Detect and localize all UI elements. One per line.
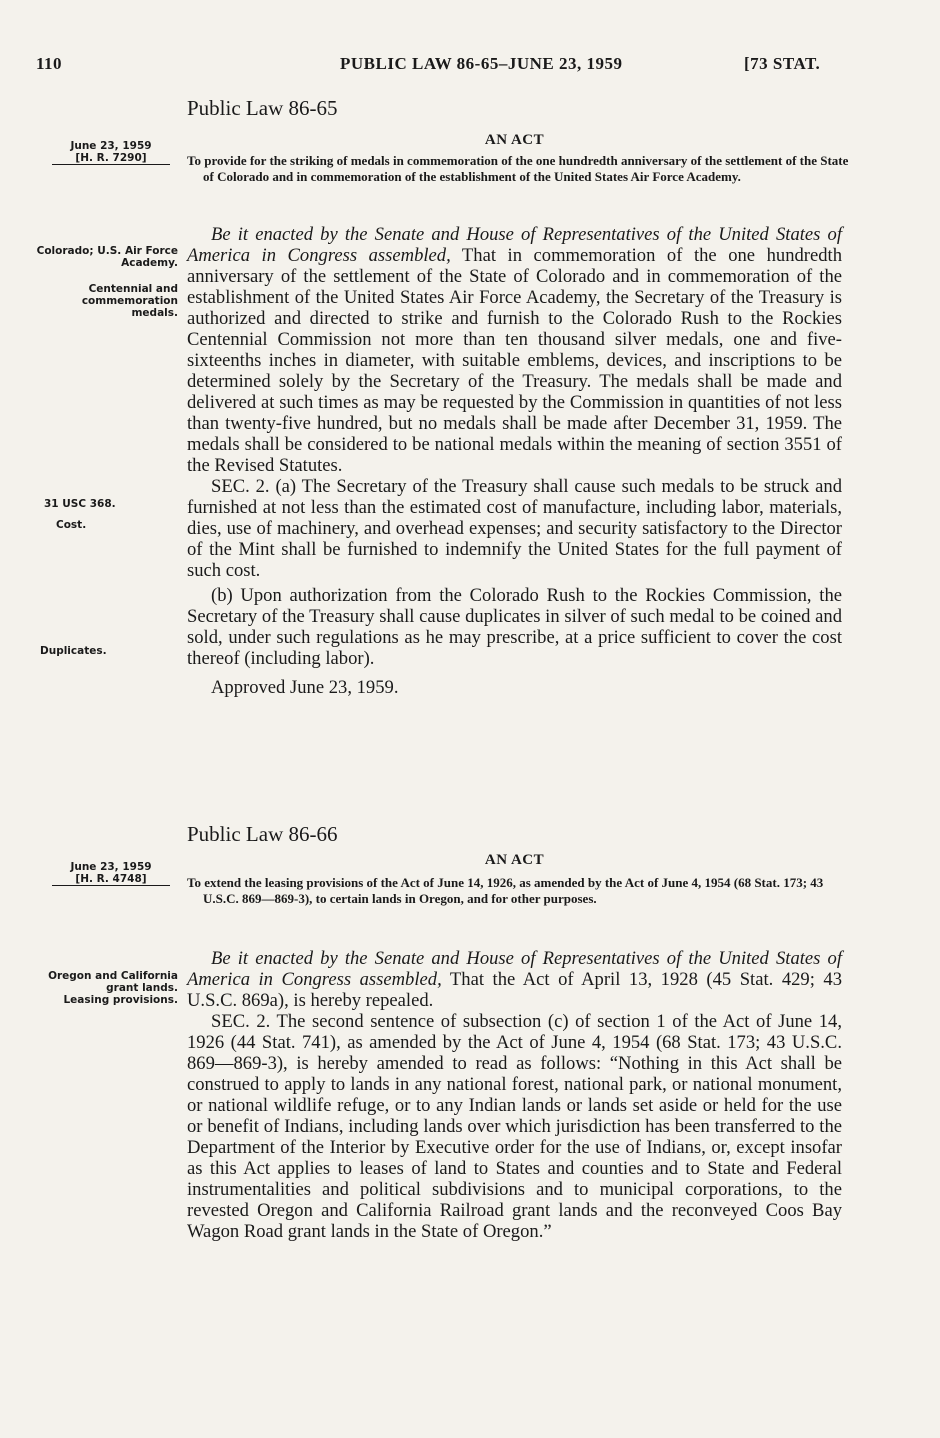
law2-section-2: SEC. 2. The second sentence of subsection (c) of section 1 of the Act of June 14, 1926 (44 Stat. 741), as amended by the Act of June 4, 1954 (68 Stat. 173; 43 U.S.C. 869—869-3), is hereby amended to read as follows: “Nothing in this Act shall be construed to apply to lands in any national forest, national park, or national monument, or national wildlife refuge, or to any Indian lands or lands set aside or held for the use or benefit of Indians, including lands over which jurisdiction has been transferred to the Department of the Interior by Executive order for the use of Indians, or, except insofar as this Act applies to leases of land to States and counties and to State and Federal instrumentalities and political subdivisions and to municipal corporations, to the revested Oregon and California Railroad grant lands and the reconveyed Coos Bay Wagon Road grant lands in the State of Oregon.”	[187, 1011, 842, 1242]
law2-margin-date-bill	[52, 861, 170, 886]
law2-margin-note-lands: Oregon and California grant lands.	[48, 970, 178, 994]
running-title: PUBLIC LAW 86-65–JUNE 23, 1959	[340, 54, 623, 73]
law1-enacting-clause	[187, 224, 842, 476]
stat-reference: [73 STAT.	[744, 54, 821, 73]
law2-margin-note-leasing: Leasing provisions.	[63, 994, 178, 1006]
law1-enacting-rest: That in commemoration of the one hundredth anniversary of the settlement of the State of Colorado and in commemoration of the establishment of the United States Air Force Academy, the Secretary of the Treasury is authorized and directed to strike and furnish to the Colorado Rush to the Rockies Centennial Commission not more than ten thousand silver medals, one and five-sixteenths inches in diameter, with suitable emblems, devices, and inscriptions to be determined solely by the Secretary of the Treasury. The medals shall be made and delivered at such times as may be requested by the Commission in quantities of not less than twenty-five hundred, but no medals shall be made after December 31, 1959. The medals shall be considered to be national medals within the meaning of section 3551 of the Revised Statutes.	[187, 245, 842, 476]
law2-an-act: AN ACT	[484, 852, 545, 868]
law2-purpose: To extend the leasing provisions of the Act of June 14, 1926, as amended by the Act of June 4, 1954 (68 Stat. 173; 43 U.S.C. 869—869-3), to certain lands in Oregon, and for other purposes.	[187, 875, 824, 906]
law1-approved: Approved June 23, 1959.	[211, 677, 399, 698]
law1-margin-date-bill	[52, 140, 170, 165]
page-number: 110	[36, 54, 63, 73]
law2-margin-date: June 23, 1959	[70, 861, 152, 873]
law1-margin-date: June 23, 1959	[70, 140, 152, 152]
law1-margin-ref	[52, 140, 200, 165]
law2-enacting-italic: Be it enacted by the Senate and House of Representatives of the United States of America in Congress assembled,	[187, 948, 842, 990]
law1-margin-cost: Cost.	[56, 519, 87, 531]
law2-enacting-rest: That the Act of April 13, 1928 (45 Stat. 429; 43 U.S.C. 869a), is hereby repealed.	[187, 969, 843, 1011]
law1-margin-note-topic: Colorado; U.S. Air Force Academy.	[36, 245, 178, 269]
law2-body	[187, 948, 842, 1242]
law2-enacting-clause	[187, 948, 842, 1011]
law2-margin-ref	[52, 861, 200, 886]
law2-title: Public Law 86-66	[187, 822, 338, 846]
law1-an-act: AN ACT	[484, 132, 545, 148]
law1-margin-duplicates: Duplicates.	[40, 645, 107, 657]
law1-body	[187, 224, 842, 698]
law2-margin-bill: [H. R. 4748]	[75, 873, 147, 885]
law1-purpose: To provide for the striking of medals in commemoration of the one hundredth anniversary of the settlement of the State of Colorado and in commemoration of the establishment of the United States Air Force Academy.	[187, 153, 849, 184]
law1-margin-note-medals: Centennial and commemoration medals.	[81, 283, 178, 319]
law1-margin-usc: 31 USC 368.	[44, 498, 116, 510]
law1-section-2a: SEC. 2. (a) The Secretary of the Treasury shall cause such medals to be struck and furnished at not less than the estimated cost of manufacture, including labor, materials, dies, use of machinery, and overhead expenses; and security satisfactory to the Director of the Mint shall be furnished to indemnify the United States for the full payment of such cost.	[187, 476, 842, 581]
law1-margin-bill: [H. R. 7290]	[75, 152, 147, 164]
law1-enacting-italic: Be it enacted by the Senate and House of Representatives of the United States of America in Congress assembled,	[187, 224, 842, 266]
law1-section-2b: (b) Upon authorization from the Colorado Rush to the Rockies Commission, the Secretary of the Treasury shall cause duplicates in silver of such medal to be coined and sold, under such regulations as he may prescribe, at a price sufficient to cover the cost thereof (including labor).	[187, 585, 842, 669]
law1-title: Public Law 86-65	[187, 96, 338, 120]
